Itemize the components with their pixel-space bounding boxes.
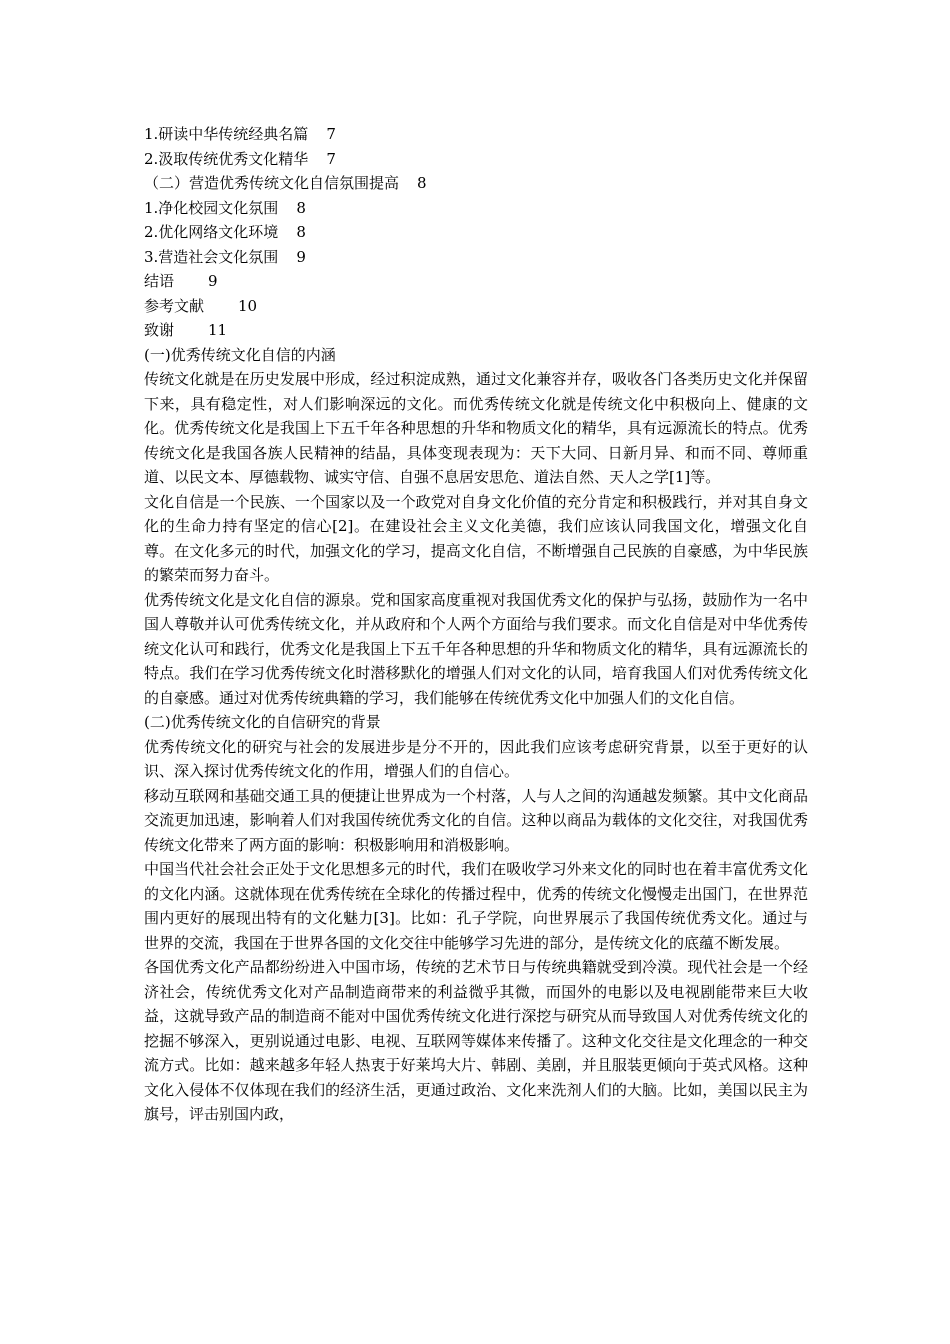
toc-entry <box>144 294 808 319</box>
toc-entry <box>144 147 808 172</box>
section-heading: (二)优秀传统文化的自信研究的背景 <box>144 713 381 731</box>
body-paragraph: 各国优秀文化产品都纷纷进入中国市场，传统的艺术节日与传统典籍就受到冷漠。现代社会是一个经济社会，传统优秀文化对产品制造商带来的利益微乎其微，而国外的电影以及电视剧能带来巨大收益，这就导致产品的制造商不能对中国优秀传统文化进行深挖与研究从而导致国人对优秀传统文化的挖掘不够深入，更别说通过电影、电视、互联网等媒体来传播了。这种文化交往是文化理念的一种交流方式。比如：越来越多年轻人热衷于好莱坞大片、韩剧、美剧，并且服装更倾向于英式风格。这种文化入侵体不仅体现在我们的经济生活，更通过政治、文化来洗剂人们的大脑。比如，美国以民主为旗号，评击别国内政， <box>144 958 808 1123</box>
toc-entry-page: 8 <box>296 223 306 241</box>
toc-entry-title: （二）营造优秀传统文化自信氛围提高 <box>144 174 400 192</box>
document-page <box>144 122 808 1127</box>
toc-entry-page: 8 <box>296 198 306 217</box>
toc-entry-page: 8 <box>417 174 427 192</box>
toc-entry-title: 2.汲取传统优秀文化精华 <box>144 149 309 168</box>
toc-entry-page: 9 <box>296 247 306 266</box>
body-paragraph: 移动互联网和基础交通工具的便捷让世界成为一个村落，人与人之间的沟通越发频繁。其中文化商品交流更加迅速，影响着人们对我国传统优秀文化的自信。这种以商品为载体的文化交往，对我国优秀传统文化带来了两方面的影响：积极影响用和消极影响。 <box>144 786 808 854</box>
toc-entry-title: 1.研读中华传统经典名篇 <box>144 125 309 143</box>
section-background <box>144 710 808 1127</box>
toc-entry <box>144 171 808 196</box>
section-heading: (一)优秀传统文化自信的内涵 <box>144 345 336 364</box>
body-paragraph: 文化自信是一个民族、一个国家以及一个政党对自身文化价值的充分肯定和积极践行，并对其自身文化的生命力持有坚定的信心[2]。在建设社会主义文化美德，我们应该认同我国文化，增强文化自尊。在文化多元的时代，加强文化的学习，提高文化自信，不断增强自己民族的自豪感，为中华民族的繁荣而努力奋斗。 <box>144 492 808 584</box>
body-paragraph: 传统文化就是在历史发展中形成，经过积淀成熟，通过文化兼容并存，吸收各门各类历史文化并保留下来，具有稳定性，对人们影响深远的文化。而优秀传统文化就是传统文化中积极向上、健康的文化。优秀传统文化是我国上下五千年各种思想的升华和物质文化的精华，具有远源流长的特点。优秀传统文化是我国各族人民精神的结晶，具体变现表现为：天下大同、日新月异、和而不同、尊师重道、以民文本、厚德载物、诚实守信、自强不息居安思危、道法自然、天人之学[1]等。 <box>144 370 808 486</box>
toc-entry-page: 11 <box>208 321 228 339</box>
body-paragraph: 优秀传统文化是文化自信的源泉。党和国家高度重视对我国优秀文化的保护与弘扬，鼓励作为一名中国人尊敬并认可优秀传统文化，并从政府和个人两个方面给与我们要求。而文化自信是对中华优秀传统文化认可和践行，优秀文化是我国上下五千年各种思想的升华和物质文化的精华，具有远源流长的特点。我们在学习优秀传统文化时潜移默化的增强人们对文化的认同，培育我国人们对优秀传统文化的自豪感。通过对优秀传统典籍的学习，我们能够在传统优秀文化中加强人们的文化自信。 <box>144 590 808 707</box>
toc-entry-page: 7 <box>326 149 336 168</box>
toc-entry <box>144 122 808 147</box>
toc-entry-title: 2.优化网络文化环境 <box>144 223 279 241</box>
toc-entry <box>144 245 808 270</box>
toc-entry-title: 致谢 <box>144 321 175 339</box>
section-connotation <box>144 343 808 711</box>
toc-entry <box>144 269 808 294</box>
toc-entry-page: 10 <box>238 296 258 315</box>
toc-entry-title: 参考文献 <box>144 296 205 315</box>
toc-entry <box>144 196 808 221</box>
toc-entry-title: 3.营造社会文化氛围 <box>144 247 279 266</box>
toc-entry-page: 9 <box>208 272 218 290</box>
body-paragraph: 优秀传统文化的研究与社会的发展进步是分不开的，因此我们应该考虑研究背景，以至于更好的认识、深入探讨优秀传统文化的作用，增强人们的自信心。 <box>144 737 808 780</box>
toc-entry <box>144 220 808 245</box>
toc-entry-page: 7 <box>326 125 336 143</box>
body-paragraph: 中国当代社会社会正处于文化思想多元的时代，我们在吸收学习外来文化的同时也在着丰富优秀文化的文化内涵。这就体现在优秀传统在全球化的传播过程中，优秀的传统文化慢慢走出国门，在世界范围内更好的展现出特有的文化魅力[3]。比如：孔子学院，向世界展示了我国传统优秀文化。通过与世界的交流，我国在于世界各国的文化交往中能够学习先进的部分，是传统文化的底蕴不断发展。 <box>144 860 808 952</box>
toc-entry-title: 1.净化校园文化氛围 <box>144 198 279 217</box>
toc-entry <box>144 318 808 343</box>
toc-entry-title: 结语 <box>144 272 175 290</box>
table-of-contents <box>144 122 808 343</box>
